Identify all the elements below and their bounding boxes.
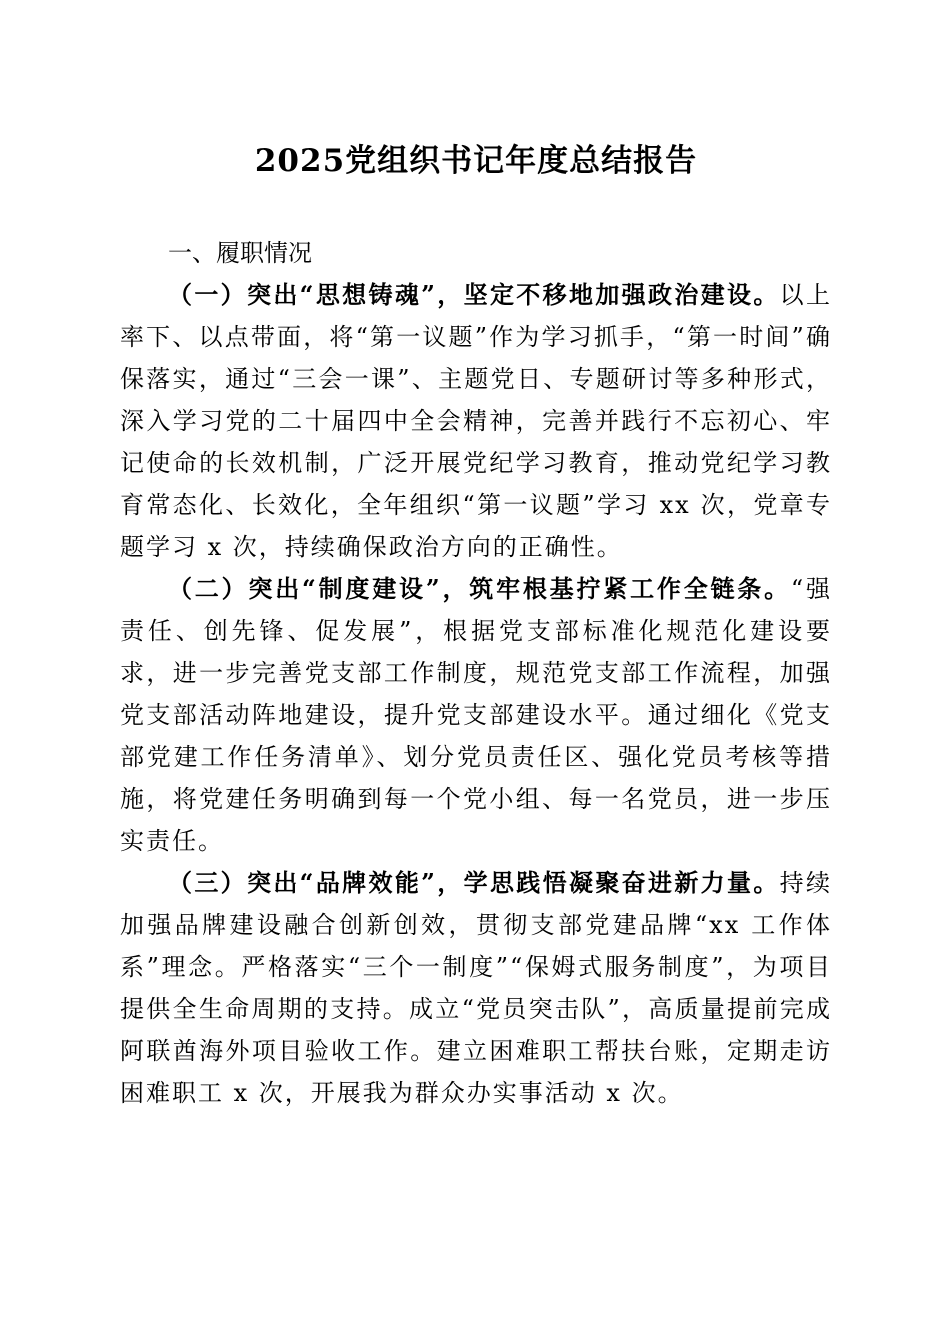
paragraph-1-text: 以上率下、以点带面，将“第一议题”作为学习抓手，“第一时间”确保落实，通过“三会一课”、主题党日、专题研讨等多种形式，深入学习党的二十届四中全会精神，完善并践行不忘初心、牢记使命的长效机制，广泛开展党纪学习教育，推动党纪学习教育常态化、长效化，全年组织“第一议题”学习 xx 次，党章专题学习 x 次，持续确保政治方向的正确性。 <box>120 281 833 561</box>
paragraph-3-lead: （三）突出“品牌效能”，学思践悟凝聚奋进新力量。 <box>168 868 780 897</box>
paragraph-1-lead: （一）突出“思想铸魂”，坚定不移地加强政治建设。 <box>168 280 780 309</box>
document-title: 2025党组织书记年度总结报告 <box>254 143 698 179</box>
paragraph-1 <box>120 274 832 568</box>
paragraph-2 <box>120 568 832 862</box>
paragraph-2-lead: （二）突出“制度建设”，筑牢根基拧紧工作全链条。 <box>168 574 791 603</box>
paragraph-2-text: “强责任、创先锋、促发展”，根据党支部标准化规范化建设要求，进一步完善党支部工作制度，规范党支部工作流程，加强党支部活动阵地建设，提升党支部建设水平。通过细化《党支部党建工作任务清单》、划分党员责任区、强化党员考核等措施，将党建任务明确到每一个党小组、每一名党员，进一步压实责任。 <box>120 575 832 855</box>
paragraph-3-text: 持续加强品牌建设融合创新创效，贯彻支部党建品牌“xx 工作体系”理念。严格落实“三个一制度”“保姆式服务制度”，为项目提供全生命周期的支持。成立“党员突击队”，高质量提前完成阿联酋海外项目验收工作。建立困难职工帮扶台账，定期走访困难职工 x 次，开展我为群众办实事活动 x 次。 <box>120 869 833 1107</box>
paragraph-3 <box>120 862 832 1114</box>
section-heading: 一、履职情况 <box>168 239 312 267</box>
document-body <box>120 232 832 1114</box>
